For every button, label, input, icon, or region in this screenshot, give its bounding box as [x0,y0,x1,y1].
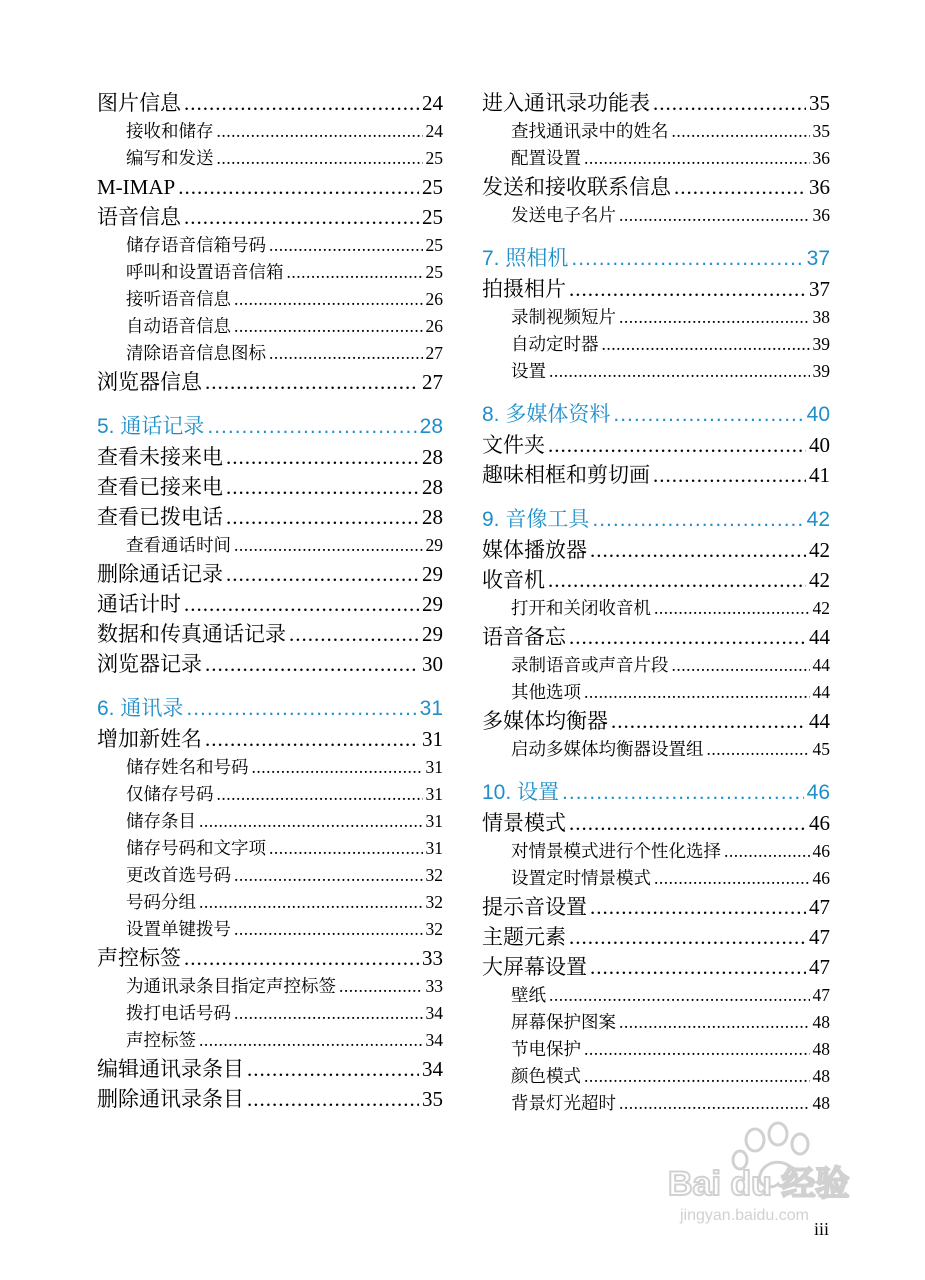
dot-leader [252,754,423,781]
toc-page-number: 28 [419,415,443,438]
toc-entry[interactable] [482,172,830,202]
toc-entry-title: 浏览器记录 [97,652,202,676]
toc-entry-title: 接听语音信息 [126,289,231,309]
toc-page-number: 48 [812,1066,830,1086]
baidu-jingyan-watermark [650,1120,865,1230]
dot-leader [226,442,419,472]
dot-leader [584,1063,810,1090]
dot-leader [217,118,423,145]
toc-entry-title: 浏览器信息 [97,370,202,394]
toc-subentry[interactable] [97,286,443,313]
dot-leader [269,835,423,862]
toc-subentry[interactable] [482,595,830,622]
toc-page-number: 26 [425,289,443,309]
toc-page-number: 46 [812,841,830,861]
toc-entry-title: 语音备忘 [482,625,566,649]
toc-page-number: 25 [425,148,443,168]
toc-entry-title: 壁纸 [511,985,546,1005]
dot-leader [199,889,423,916]
toc-entry[interactable] [97,619,443,649]
toc-page-number: 29 [422,592,443,616]
toc-page-number: 44 [809,709,830,733]
dot-leader [234,313,423,340]
toc-entry-title: 5. 通话记录 [97,415,205,438]
page-number: iii [813,1219,829,1239]
toc-entry[interactable] [97,649,443,679]
toc-subentry[interactable] [97,232,443,259]
dot-leader [178,172,419,202]
toc-page-number: 31 [425,838,443,858]
dot-leader [569,274,806,304]
toc-page-number: 35 [812,121,830,141]
dot-leader [584,679,810,706]
toc-entry-title: 屏幕保护图案 [511,1012,616,1032]
toc-entry-title: 编辑通讯录条目 [97,1057,244,1081]
toc-page-number: 44 [812,682,830,702]
toc-entry-title: 提示音设置 [482,895,587,919]
toc-subentry[interactable] [482,1063,830,1090]
dot-leader [562,778,804,808]
toc-entry[interactable] [97,202,443,232]
toc-entry-title: 文件夹 [482,433,545,457]
toc-subentry[interactable] [97,1027,443,1054]
toc-subentry[interactable] [482,679,830,706]
toc-page-number: 38 [812,307,830,327]
toc-entry-title: 媒体播放器 [482,538,587,562]
toc-entry-title: 自动定时器 [511,334,599,354]
dot-leader [653,88,806,118]
toc-subentry[interactable] [482,865,830,892]
dot-leader [549,982,810,1009]
toc-entry-title: 进入通讯录功能表 [482,91,650,115]
dot-leader [654,595,810,622]
dot-leader [653,460,806,490]
toc-subentry[interactable] [97,781,443,808]
dot-leader [590,952,806,982]
toc-column-right [482,88,830,1117]
toc-entry-title: 录制语音或声音片段 [511,655,669,675]
dot-leader [247,1084,419,1114]
dot-leader [672,652,810,679]
toc-page-number: 27 [425,343,443,363]
toc-entry[interactable] [97,943,443,973]
toc-page-number: 48 [812,1093,830,1113]
dot-leader [226,559,419,589]
toc-subentry[interactable] [97,532,443,559]
toc-entry-title: 号码分组 [126,892,196,912]
dot-leader [590,535,806,565]
toc-page-number: 44 [812,655,830,675]
toc-page-number: 29 [422,562,443,586]
toc-entry-title: 查找通讯录中的姓名 [511,121,669,141]
toc-entry-title: 增加新姓名 [97,727,202,751]
toc-page-number: 47 [809,925,830,949]
toc-entry-title: 编写和发送 [126,148,214,168]
toc-entry[interactable] [482,535,830,565]
toc-entry-title: 趣味相框和剪切画 [482,463,650,487]
dot-leader [707,736,810,763]
toc-page-number: 44 [809,625,830,649]
toc-subentry[interactable] [482,982,830,1009]
toc-subentry[interactable] [482,202,830,229]
toc-subentry[interactable] [482,358,830,385]
dot-leader [724,838,810,865]
toc-subentry[interactable] [97,862,443,889]
toc-entry-title: 对情景模式进行个性化选择 [511,841,721,861]
dot-leader [549,358,810,385]
toc-page-number: 24 [425,121,443,141]
toc-page-number: 31 [419,697,443,720]
dot-leader [217,781,423,808]
toc-subentry[interactable] [482,652,830,679]
toc-page-number: 36 [809,175,830,199]
dot-leader [234,862,423,889]
toc-subentry[interactable] [97,973,443,1000]
toc-page-number: 24 [422,91,443,115]
toc-subentry[interactable] [97,889,443,916]
toc-page-number: 47 [812,985,830,1005]
toc-entry-title: 发送和接收联系信息 [482,175,671,199]
toc-entry-title: 查看已接来电 [97,475,223,499]
toc-page-number: 32 [425,919,443,939]
toc-entry-title: 数据和传真通话记录 [97,622,286,646]
toc-page-number: 27 [422,370,443,394]
toc-entry[interactable] [482,808,830,838]
toc-page-number: 30 [422,652,443,676]
toc-subentry[interactable] [482,304,830,331]
dot-leader [569,622,806,652]
toc-entry-title: 配置设置 [511,148,581,168]
dot-leader [234,286,423,313]
toc-entry-title: 设置 [511,361,546,381]
dot-leader [654,865,810,892]
toc-page-number: 37 [806,247,830,270]
dot-leader [548,430,806,460]
toc-entry-title: 10. 设置 [482,781,560,804]
toc-page-number: 47 [809,955,830,979]
dot-leader [207,412,416,442]
toc-entry-title: 拍摄相片 [482,277,566,301]
toc-page-number: 35 [809,91,830,115]
toc-entry-title: 多媒体均衡器 [482,709,608,733]
dot-leader [269,340,423,367]
toc-page-number: 42 [809,538,830,562]
toc-page-number: 28 [422,445,443,469]
dot-leader [569,922,806,952]
toc-page-number: 25 [425,235,443,255]
dot-leader [247,1054,419,1084]
toc-page-number: 36 [812,148,830,168]
toc-page-number: 34 [425,1030,443,1050]
toc-entry[interactable] [97,559,443,589]
dot-leader [226,502,419,532]
toc-entry-title: 背景灯光超时 [511,1093,616,1113]
toc-entry[interactable] [482,892,830,922]
toc-entry-title: 设置定时情景模式 [511,868,651,888]
dot-leader [226,472,419,502]
toc-subentry[interactable] [97,835,443,862]
toc-entry-title: 储存号码和文字项 [126,838,266,858]
toc-entry-title: M-IMAP [97,175,176,199]
toc-entry[interactable] [97,172,443,202]
toc-subentry[interactable] [97,259,443,286]
toc-entry-title: 拨打电话号码 [126,1003,231,1023]
toc-page-number: 29 [422,622,443,646]
toc-entry[interactable] [482,706,830,736]
toc-page-number: 46 [809,811,830,835]
toc-section-heading[interactable] [482,244,830,274]
toc-entry-title: 打开和关闭收音机 [511,598,651,618]
toc-subentry[interactable] [97,340,443,367]
toc-page-number: 31 [422,727,443,751]
toc-page-number: 39 [812,361,830,381]
toc-subentry[interactable] [482,331,830,358]
dot-leader [199,1027,423,1054]
toc-entry[interactable] [97,442,443,472]
toc-subentry[interactable] [97,118,443,145]
toc-entry-title: 发送电子名片 [511,205,616,225]
toc-subentry[interactable] [97,145,443,172]
toc-page-number: 47 [809,895,830,919]
dot-leader [234,532,423,559]
toc-entry-title: 启动多媒体均衡器设置组 [511,739,704,759]
toc-page-number: 31 [425,784,443,804]
dot-leader [592,505,803,535]
toc-page-number: 40 [806,403,830,426]
toc-entry-title: 声控标签 [97,946,181,970]
dot-leader [619,1009,810,1036]
dot-leader [184,943,419,973]
toc-subentry[interactable] [482,118,830,145]
toc-entry-title: 大屏幕设置 [482,955,587,979]
toc-page-number: 25 [425,262,443,282]
toc-page-number: 33 [425,976,443,996]
toc-entry[interactable] [482,622,830,652]
toc-entry[interactable] [482,922,830,952]
toc-subentry[interactable] [482,1036,830,1063]
dot-leader [205,724,419,754]
toc-entry-title: 更改首选号码 [126,865,231,885]
toc-entry[interactable] [482,88,830,118]
dot-leader [602,331,810,358]
dot-leader [619,304,810,331]
toc-entry-title: 语音信息 [97,205,181,229]
toc-entry-title: 8. 多媒体资料 [482,403,611,426]
toc-entry-title: 接收和储存 [126,121,214,141]
toc-subentry[interactable] [482,1009,830,1036]
toc-entry-title: 查看已拨电话 [97,505,223,529]
toc-entry-title: 颜色模式 [511,1066,581,1086]
toc-entry-title: 9. 音像工具 [482,508,590,531]
dot-leader [184,202,419,232]
dot-leader [672,118,810,145]
toc-subentry[interactable] [97,754,443,781]
toc-page-number: 41 [809,463,830,487]
toc-entry-title: 储存语音信箱号码 [126,235,266,255]
toc-section-heading[interactable] [482,778,830,808]
dot-leader [184,589,419,619]
toc-entry[interactable] [482,430,830,460]
toc-entry-title: 删除通讯录条目 [97,1087,244,1111]
toc-entry-title: 储存姓名和号码 [126,757,249,777]
dot-leader [269,232,423,259]
dot-leader [186,694,416,724]
toc-entry-title: 声控标签 [126,1030,196,1050]
toc-page-number: 32 [425,892,443,912]
toc-subentry[interactable] [97,916,443,943]
toc-page-number: 25 [422,205,443,229]
dot-leader [205,367,419,397]
dot-leader [199,808,423,835]
toc-page-number: 34 [425,1003,443,1023]
toc-entry[interactable] [482,274,830,304]
dot-leader [287,259,423,286]
toc-entry[interactable] [482,460,830,490]
toc-section-heading[interactable] [482,400,830,430]
dot-leader [234,1000,423,1027]
toc-page-number: 26 [425,316,443,336]
toc-page-number: 35 [422,1087,443,1111]
toc-page-number: 39 [812,334,830,354]
watermark-brand: Bai du 经验 [668,1165,850,1203]
toc-page-number: 37 [809,277,830,301]
dot-leader [289,619,419,649]
toc-page-number: 42 [812,598,830,618]
toc-entry-title: 仅储存号码 [126,784,214,804]
toc-entry-title: 储存条目 [126,811,196,831]
toc-entry-title: 节电保护 [511,1039,581,1059]
toc-entry[interactable] [482,952,830,982]
toc-page-number: 32 [425,865,443,885]
toc-entry[interactable] [97,589,443,619]
dot-leader [619,1090,810,1117]
toc-subentry[interactable] [482,838,830,865]
toc-entry-title: 呼叫和设置语音信箱 [126,262,284,282]
toc-page-number: 46 [806,781,830,804]
toc-entry-title: 删除通话记录 [97,562,223,586]
toc-subentry[interactable] [482,145,830,172]
toc-page-number: 48 [812,1039,830,1059]
dot-leader [584,145,810,172]
toc-entry-title: 自动语音信息 [126,316,231,336]
toc-page-number: 42 [806,508,830,531]
toc-entry[interactable] [97,88,443,118]
toc-subentry[interactable] [482,1090,830,1117]
toc-page-number: 29 [425,535,443,555]
toc-entry[interactable] [97,367,443,397]
toc-page-number: 45 [812,739,830,759]
toc-page-number: 48 [812,1012,830,1032]
toc-entry-title: 情景模式 [482,811,566,835]
toc-entry[interactable] [97,724,443,754]
toc-page-number: 36 [812,205,830,225]
toc-page-number: 31 [425,757,443,777]
toc-entry-title: 主题元素 [482,925,566,949]
dot-leader [613,400,803,430]
toc-entry[interactable] [97,1084,443,1114]
dot-leader [571,244,803,274]
toc-entry[interactable] [482,565,830,595]
toc-entry-title: 录制视频短片 [511,307,616,327]
dot-leader [217,145,423,172]
dot-leader [184,88,419,118]
dot-leader [674,172,806,202]
toc-entry-title: 为通讯录条目指定声控标签 [126,976,336,996]
toc-subentry[interactable] [97,808,443,835]
toc-entry-title: 通话计时 [97,592,181,616]
toc-entry[interactable] [97,502,443,532]
dot-leader [234,916,423,943]
toc-entry-title: 其他选项 [511,682,581,702]
toc-subentry[interactable] [97,313,443,340]
toc-entry-title: 7. 照相机 [482,247,569,270]
toc-page-number: 31 [425,811,443,831]
toc-entry-title: 查看未接来电 [97,445,223,469]
toc-column-left [97,88,443,1114]
dot-leader [548,565,806,595]
toc-subentry[interactable] [97,1000,443,1027]
toc-page-number: 28 [422,475,443,499]
toc-section-heading[interactable] [97,694,443,724]
watermark-url: jingyan.baidu.com [680,1207,809,1224]
toc-entry[interactable] [97,472,443,502]
toc-section-heading[interactable] [482,505,830,535]
dot-leader [619,202,810,229]
toc-entry-title: 设置单键拨号 [126,919,231,939]
toc-entry[interactable] [97,1054,443,1084]
toc-subentry[interactable] [482,736,830,763]
toc-page-number: 42 [809,568,830,592]
toc-entry-title: 图片信息 [97,91,181,115]
toc-page-number: 25 [422,175,443,199]
dot-leader [339,973,423,1000]
toc-page-number: 40 [809,433,830,457]
toc-entry-title: 收音机 [482,568,545,592]
dot-leader [584,1036,810,1063]
dot-leader [611,706,806,736]
toc-page-number: 46 [812,868,830,888]
toc-page-number: 34 [422,1057,443,1081]
toc-entry-title: 查看通话时间 [126,535,231,555]
toc-entry-title: 清除语音信息图标 [126,343,266,363]
toc-page-number: 33 [422,946,443,970]
dot-leader [569,808,806,838]
toc-section-heading[interactable] [97,412,443,442]
dot-leader [590,892,806,922]
toc-entry-title: 6. 通讯录 [97,697,184,720]
toc-page-number: 28 [422,505,443,529]
dot-leader [205,649,419,679]
